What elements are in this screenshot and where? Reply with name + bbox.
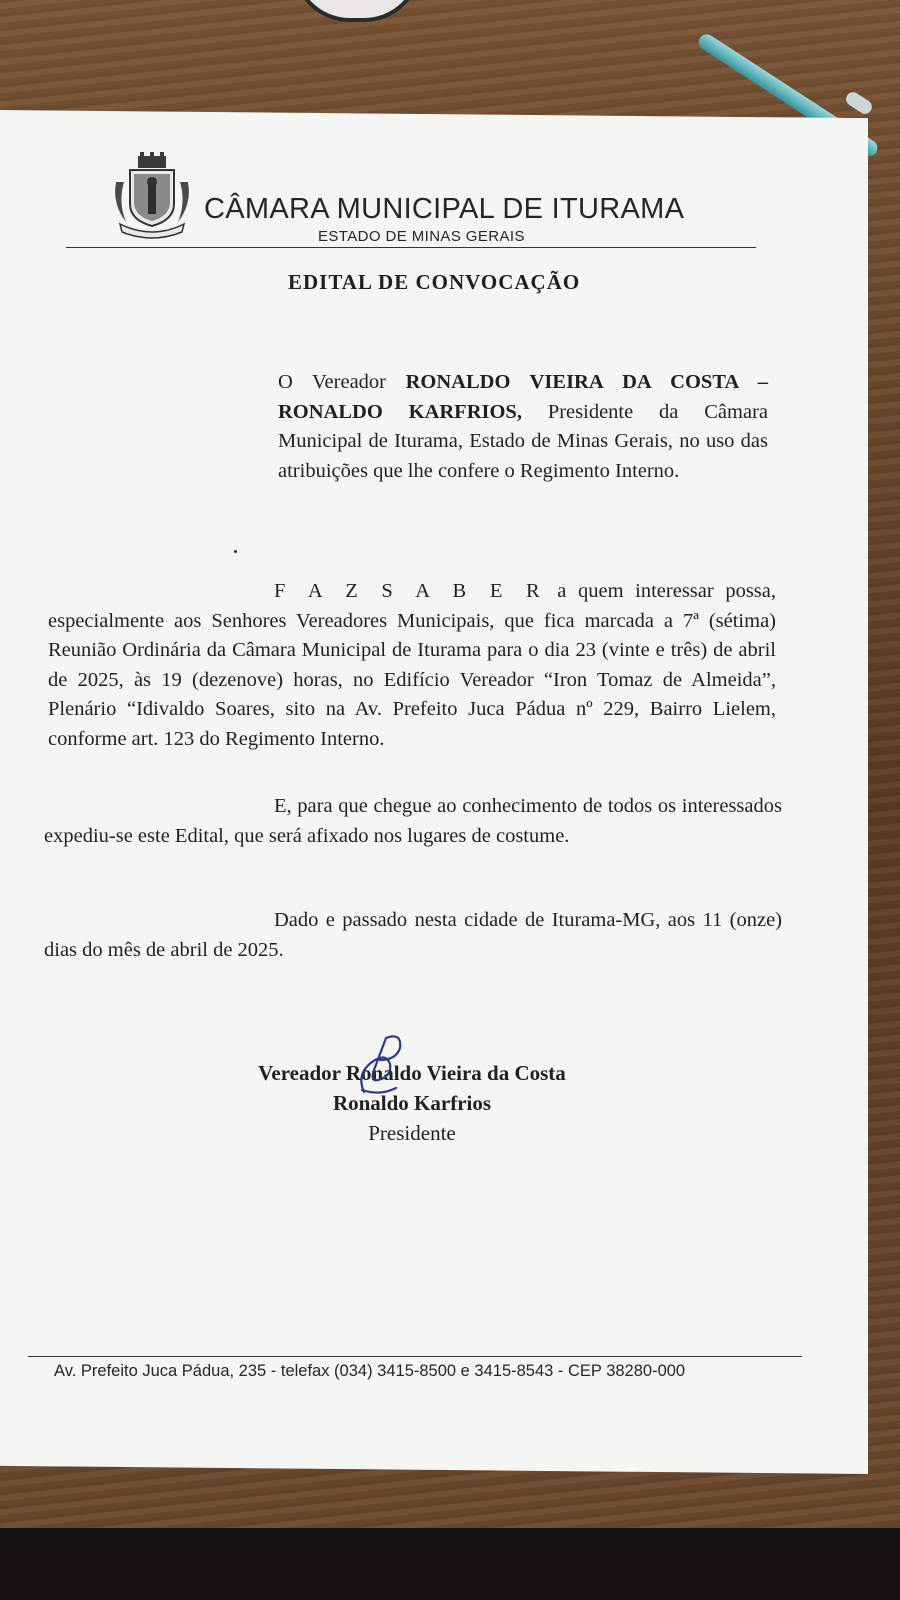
faz-saber-paragraph (48, 577, 776, 754)
footer-rule (28, 1356, 802, 1357)
footer-address: Av. Prefeito Juca Pádua, 235 - telefax (034) 3415-8500 e 3415-8543 - CEP 38280-000 (54, 1362, 686, 1380)
edital-text: E, para que chegue ao conhecimento de todos os interessados expediu-se este Edital, que será afixado nos lugares de costume. (44, 795, 782, 847)
municipal-seal-icon (108, 152, 196, 240)
signatory-role: Presidente (368, 1121, 456, 1145)
intro-paragraph (278, 368, 768, 486)
intro-lead: O Vereador (278, 371, 406, 393)
signatory-alias: Ronaldo Karfrios (332, 1091, 492, 1115)
state-name: ESTADO DE MINAS GERAIS (318, 228, 525, 245)
faz-saber-lead: F A Z S A B E R (274, 580, 546, 602)
pen-tip (843, 90, 874, 117)
coffee-mug (292, 0, 422, 22)
signatory-name: Vereador Ronaldo Vieira da Costa (258, 1061, 566, 1085)
institution-name: CÂMARA MUNICIPAL DE ITURAMA (204, 193, 685, 225)
document-title: EDITAL DE CONVOCAÇÃO (288, 270, 581, 294)
stray-mark (234, 550, 237, 553)
dado-text: Dado e passado nesta cidade de Iturama-MG, aos 11 (onze) dias do mês de abril de 2025. (44, 909, 782, 961)
handwritten-signature-icon (350, 1030, 420, 1100)
president-name: RONALDO VIEIRA DA COSTA – RONALDO KARFRIOS, (278, 371, 769, 423)
header-rule (66, 247, 756, 248)
desk-edge (0, 1528, 900, 1600)
intro-rest: Presidente da Câmara Municipal de Iturama, Estado de Minas Gerais, no uso das atribuições que lhe confere o Regimento Interno. (278, 400, 768, 482)
dado-paragraph (44, 906, 782, 965)
faz-saber-text: a quem interessar possa, especialmente aos Senhores Vereadores Municipais, que fica marcada a 7ª (sétima) Reunião Ordinária da Câmara Municipal de Iturama para o dia 23 (vinte e três) de abril de 2025, às 19 (dezenove) horas, no Edifício Vereador “Iron Tomaz de Almeida”, Plenário “Idivaldo Soares, sito na Av. Prefeito Juca Pádua nº 229, Bairro Lielem, conforme art. 123 do Regimento Interno. (48, 580, 776, 750)
edital-paragraph (44, 792, 782, 851)
